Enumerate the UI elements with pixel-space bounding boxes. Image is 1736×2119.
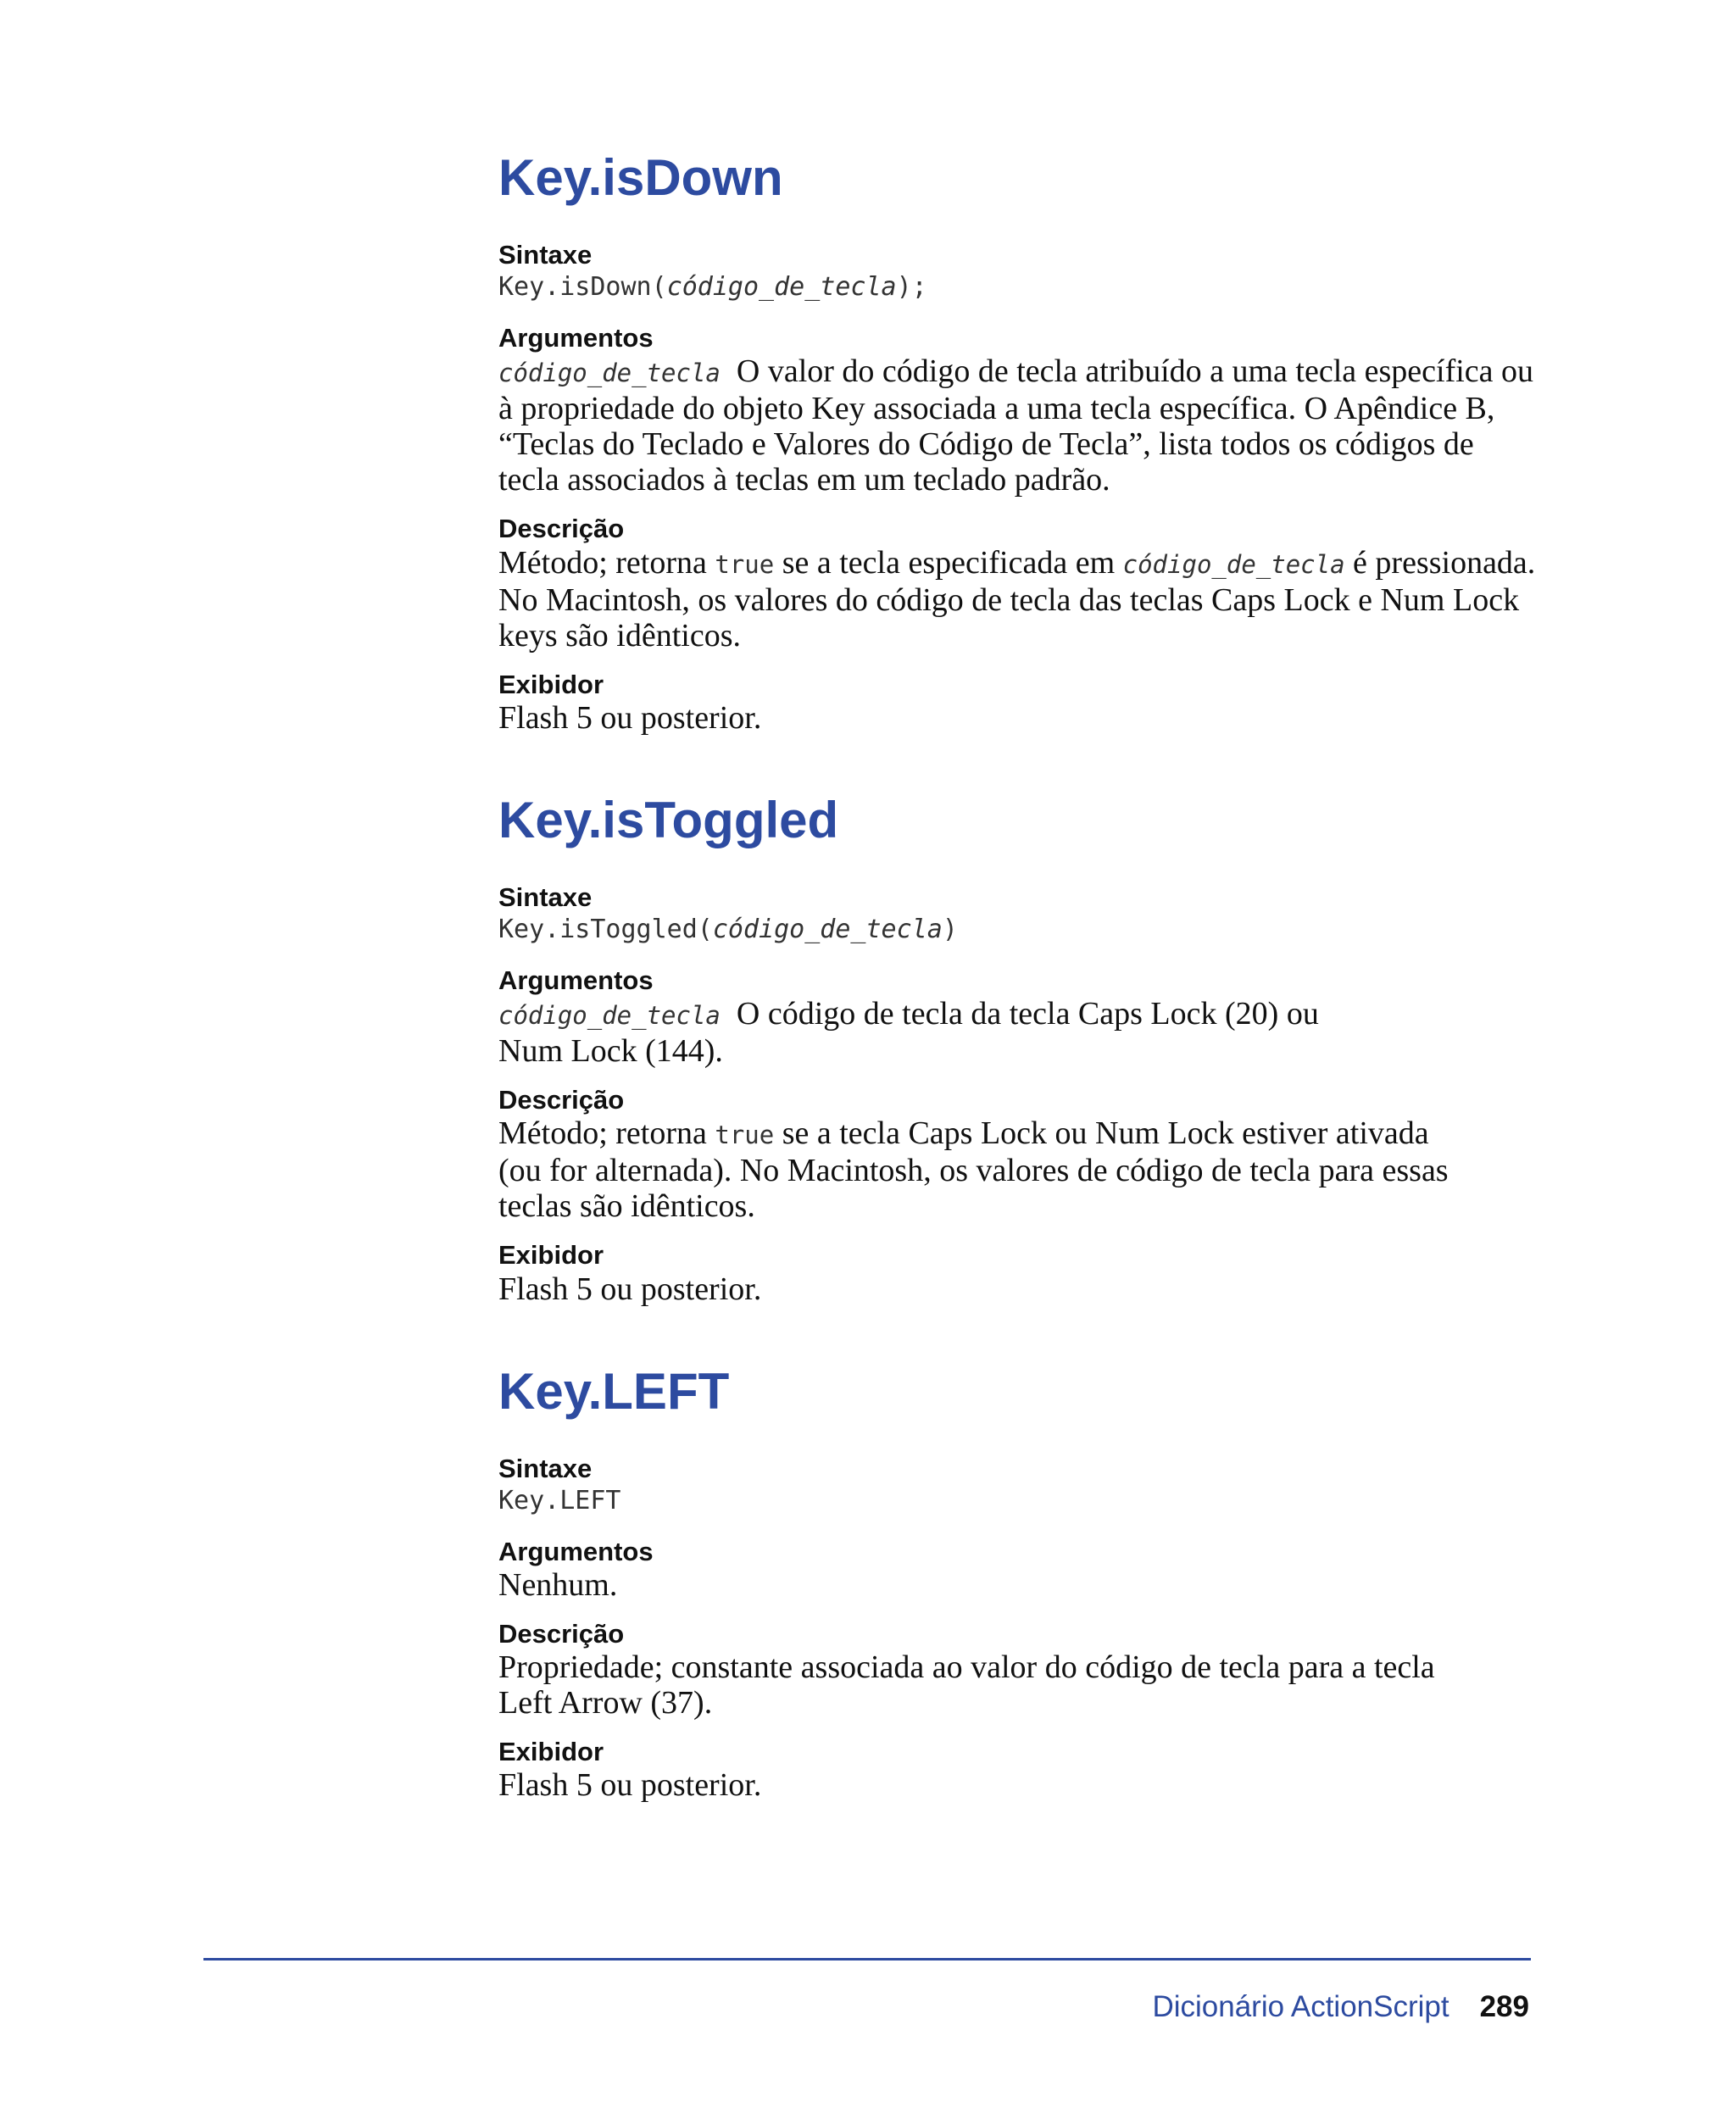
description-part: Método; retorna — [498, 544, 715, 581]
description-part: teclas são idênticos. — [498, 1188, 755, 1225]
argument-description: O valor do código de tecla atribuído a uma tecla específica ou à propriedade do objeto Key associada a uma tecla específica. O Apêndice B, “Teclas do Teclado e Valores do Código de Tecla”, lista todos os códigos de tecla associados à teclas em um teclado padrão. — [498, 353, 1534, 498]
code-param: código_de_tecla — [1122, 549, 1345, 579]
argument-description: O código de tecla da tecla Caps Lock (20) ou — [736, 996, 1319, 1032]
entry-key-istoggled — [498, 791, 1541, 1307]
syntax-code — [498, 913, 1541, 946]
syntax-label: Sintaxe — [498, 240, 593, 270]
description-part: Propriedade; constante associada ao valor do código de tecla para a tecla — [498, 1649, 1435, 1686]
entry-title: Key.isToggled — [498, 791, 839, 848]
description-part: se a tecla especificada em — [774, 544, 1123, 581]
description-part: Método; retorna — [498, 1115, 715, 1152]
player-text: Flash 5 ou posterior. — [498, 1271, 762, 1307]
page-content — [498, 149, 1541, 1818]
arguments-text — [498, 353, 1541, 498]
player-text: Flash 5 ou posterior. — [498, 1767, 762, 1804]
arguments-text — [498, 996, 1541, 1069]
arguments-text: Nenhum. — [498, 1566, 618, 1603]
player-text: Flash 5 ou posterior. — [498, 699, 762, 736]
footer-book-title: Dicionário ActionScript — [1152, 1990, 1449, 2023]
player-label: Exibidor — [498, 1737, 604, 1767]
syntax-arg: código_de_tecla — [712, 914, 943, 944]
argument-description: Num Lock (144). — [498, 1033, 723, 1070]
entry-title: Key.isDown — [498, 149, 783, 206]
argument-param: código_de_tecla — [498, 1001, 721, 1031]
code-true: true — [715, 1121, 775, 1150]
player-label: Exibidor — [498, 669, 604, 699]
description-text — [498, 1115, 1541, 1224]
description-text — [498, 1649, 1541, 1721]
argument-param: código_de_tecla — [498, 359, 721, 388]
page-number: 289 — [1479, 1990, 1529, 2023]
syntax-code — [498, 270, 1541, 303]
syntax-arg: código_de_tecla — [666, 272, 897, 303]
entry-key-isdown — [498, 149, 1541, 736]
description-label: Descrição — [498, 514, 625, 544]
description-part: Left Arrow (37). — [498, 1685, 713, 1721]
code-true: true — [715, 549, 775, 579]
arguments-label: Argumentos — [498, 323, 654, 353]
description-part: (ou for alternada). No Macintosh, os valores de código de tecla para essas — [498, 1153, 1449, 1189]
syntax-prefix: Key.isToggled( — [498, 914, 713, 944]
footer-rule — [203, 1958, 1531, 1960]
syntax-code: Key.LEFT — [498, 1485, 621, 1516]
description-label: Descrição — [498, 1085, 625, 1115]
description-label: Descrição — [498, 1618, 625, 1649]
description-text — [498, 545, 1541, 653]
syntax-suffix: ) — [942, 914, 958, 944]
description-part: se a tecla Caps Lock ou Num Lock estiver ativada — [774, 1115, 1429, 1152]
syntax-suffix: ); — [896, 272, 927, 303]
entry-key-left — [498, 1362, 1541, 1804]
arguments-label: Argumentos — [498, 965, 654, 995]
syntax-label: Sintaxe — [498, 882, 593, 912]
description-part: é pressionada. No Macintosh, os valores do código de tecla das teclas Caps Lock e Num Lock keys são idênticos. — [498, 544, 1536, 653]
syntax-label: Sintaxe — [498, 1453, 593, 1483]
syntax-prefix: Key.isDown( — [498, 272, 667, 303]
page-footer — [1152, 1992, 1529, 2022]
player-label: Exibidor — [498, 1240, 604, 1271]
arguments-label: Argumentos — [498, 1536, 654, 1566]
entry-title: Key.LEFT — [498, 1362, 730, 1420]
